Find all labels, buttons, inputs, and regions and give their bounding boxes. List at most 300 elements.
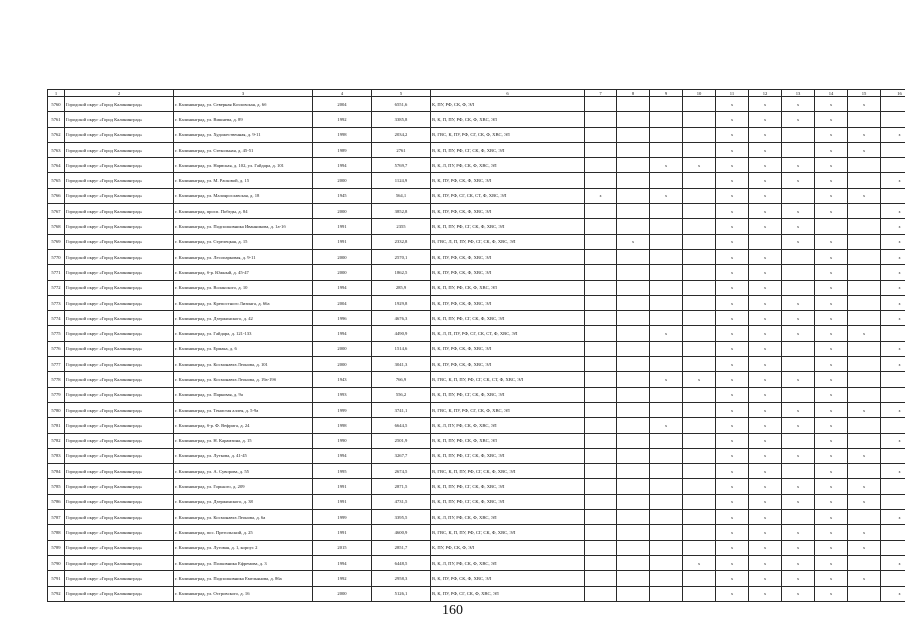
address-cell: г. Калининград, ул. Космонавта Леонова, д. 101 <box>174 357 313 372</box>
work-mark-cell: х <box>716 127 749 142</box>
work-mark-cell: х <box>716 204 749 219</box>
work-mark-cell <box>585 142 617 157</box>
work-mark-cell <box>881 372 905 387</box>
work-mark-cell: х <box>815 357 848 372</box>
work-mark-cell: х <box>815 448 848 463</box>
municipality-cell: Городской округ «Город Калининград» <box>65 173 174 188</box>
work-mark-cell <box>650 249 683 264</box>
row-number-cell: 5777 <box>48 357 65 372</box>
work-mark-cell: х <box>815 326 848 341</box>
table-row <box>48 433 905 448</box>
area-cell: 3041,3 <box>372 357 431 372</box>
work-mark-cell <box>881 540 905 555</box>
work-mark-cell: х <box>650 418 683 433</box>
work-mark-cell <box>848 311 881 326</box>
work-mark-cell <box>848 586 881 601</box>
work-mark-cell: х <box>815 295 848 310</box>
work-mark-cell <box>848 204 881 219</box>
address-cell: г. Калининград, ул. Северная Козловская, д. 6б <box>174 97 313 112</box>
work-mark-cell <box>683 234 716 249</box>
works-list-cell: В, К, ПУ, РФ, СК, Ф, ХВС, ЭЛ <box>431 265 585 280</box>
column-number-cell: 1 <box>48 90 65 97</box>
area-cell: 2674,5 <box>372 464 431 479</box>
works-list-cell: В, К, ПУ, РФ, СК, Ф, ХВС, ЭЛ <box>431 341 585 356</box>
work-mark-cell <box>782 464 815 479</box>
address-cell: г. Калининград, ул. Гайдара, д. 121-133 <box>174 326 313 341</box>
year-cell: 2004 <box>313 97 372 112</box>
column-number-cell: 12 <box>749 90 782 97</box>
area-cell: 2761 <box>372 142 431 157</box>
work-mark-cell <box>585 234 617 249</box>
work-mark-cell: х <box>749 402 782 417</box>
work-mark-cell <box>585 510 617 525</box>
work-mark-cell: х <box>881 204 905 219</box>
municipality-cell: Городской округ «Город Калининград» <box>65 571 174 586</box>
work-mark-cell: х <box>749 387 782 402</box>
work-mark-cell: х <box>716 510 749 525</box>
row-number-cell: 5778 <box>48 372 65 387</box>
work-mark-cell: х <box>716 173 749 188</box>
work-mark-cell: х <box>815 142 848 157</box>
work-mark-cell <box>650 280 683 295</box>
work-mark-cell: х <box>848 402 881 417</box>
work-mark-cell <box>683 510 716 525</box>
work-mark-cell: х <box>749 494 782 509</box>
work-mark-cell <box>585 204 617 219</box>
year-cell: 1995 <box>313 464 372 479</box>
area-cell: 2332,8 <box>372 234 431 249</box>
table-row <box>48 265 905 280</box>
address-cell: г. Калининград, ул. Горького, д. 209 <box>174 479 313 494</box>
work-mark-cell: х <box>749 219 782 234</box>
work-mark-cell <box>650 219 683 234</box>
work-mark-cell: х <box>815 571 848 586</box>
work-mark-cell: х <box>848 525 881 540</box>
row-number-cell: 5788 <box>48 525 65 540</box>
work-mark-cell <box>782 249 815 264</box>
work-mark-cell <box>683 188 716 203</box>
year-cell: 1998 <box>313 127 372 142</box>
year-cell: 1998 <box>313 418 372 433</box>
work-mark-cell <box>683 464 716 479</box>
municipality-cell: Городской округ «Город Калининград» <box>65 387 174 402</box>
work-mark-cell <box>881 97 905 112</box>
work-mark-cell <box>782 280 815 295</box>
work-mark-cell <box>585 127 617 142</box>
work-mark-cell <box>683 142 716 157</box>
works-list-cell: В, К, П, ПУ, РФ, СГ, СК, Ф, ХВС, ЭЛ <box>431 311 585 326</box>
work-mark-cell: х <box>716 387 749 402</box>
work-mark-cell: х <box>749 464 782 479</box>
address-cell: г. Калининград, ул. Луговая, д. 1, корпус 2 <box>174 540 313 555</box>
work-mark-cell: х <box>716 219 749 234</box>
work-mark-cell: х <box>749 357 782 372</box>
work-mark-cell: х <box>782 311 815 326</box>
year-cell: 2000 <box>313 265 372 280</box>
address-cell: г. Калининград, пос. Прегольский, д. 25 <box>174 525 313 540</box>
work-mark-cell: х <box>749 295 782 310</box>
year-cell: 1994 <box>313 280 372 295</box>
work-mark-cell <box>617 112 650 127</box>
work-mark-cell: х <box>749 326 782 341</box>
row-number-cell: 5768 <box>48 219 65 234</box>
works-list-cell: В, К, Л, ПУ, РФ, СК, Ф, ХВС, ЭЛ <box>431 418 585 433</box>
work-mark-cell <box>650 173 683 188</box>
work-mark-cell <box>848 357 881 372</box>
work-mark-cell: х <box>716 372 749 387</box>
work-mark-cell <box>617 173 650 188</box>
work-mark-cell: х <box>716 464 749 479</box>
work-mark-cell: х <box>716 341 749 356</box>
work-mark-cell: х <box>815 433 848 448</box>
page-number: 160 <box>442 603 463 618</box>
area-cell: 1514,6 <box>372 341 431 356</box>
area-cell: 3395,5 <box>372 510 431 525</box>
address-cell: г. Калининград, б-р. Ф. Вефрига, д. 24 <box>174 418 313 433</box>
work-mark-cell <box>782 188 815 203</box>
year-cell: 1994 <box>313 448 372 463</box>
work-mark-cell <box>650 265 683 280</box>
work-mark-cell <box>782 387 815 402</box>
table-row <box>48 479 905 494</box>
work-mark-cell <box>683 357 716 372</box>
works-list-cell: В, К, Л, ПУ, РФ, СК, Ф, ХВС, ЭЛ <box>431 555 585 570</box>
work-mark-cell: х <box>585 188 617 203</box>
work-mark-cell <box>617 479 650 494</box>
work-mark-cell: х <box>848 97 881 112</box>
row-number-cell: 5791 <box>48 571 65 586</box>
work-mark-cell: х <box>749 540 782 555</box>
work-mark-cell: х <box>749 280 782 295</box>
address-cell: г. Калининград, ул. М. Расковой, д. 15 <box>174 173 313 188</box>
row-number-cell: 5770 <box>48 249 65 264</box>
row-number-cell: 5760 <box>48 97 65 112</box>
work-mark-cell: х <box>881 357 905 372</box>
municipality-cell: Городской округ «Город Калининград» <box>65 311 174 326</box>
work-mark-cell <box>683 219 716 234</box>
work-mark-cell <box>683 525 716 540</box>
work-mark-cell <box>585 555 617 570</box>
address-cell: г. Калининград, ул. Лесопарковая, д. 9-11 <box>174 249 313 264</box>
work-mark-cell <box>650 112 683 127</box>
area-cell: 766,9 <box>372 372 431 387</box>
row-number-cell: 5769 <box>48 234 65 249</box>
work-mark-cell: х <box>881 280 905 295</box>
work-mark-cell <box>650 204 683 219</box>
work-mark-cell <box>881 525 905 540</box>
row-number-cell: 5776 <box>48 341 65 356</box>
year-cell: 1990 <box>313 433 372 448</box>
work-mark-cell: х <box>782 97 815 112</box>
work-mark-cell <box>585 173 617 188</box>
row-number-cell: 5772 <box>48 280 65 295</box>
work-mark-cell <box>683 265 716 280</box>
work-mark-cell: х <box>716 357 749 372</box>
table-row <box>48 448 905 463</box>
work-mark-cell <box>617 464 650 479</box>
work-mark-cell <box>617 142 650 157</box>
work-mark-cell: х <box>881 265 905 280</box>
work-mark-cell <box>848 341 881 356</box>
address-cell: г. Калининград, ул. Крепостного Лизинга, д. 66а <box>174 295 313 310</box>
work-mark-cell: х <box>617 234 650 249</box>
year-cell: 1994 <box>313 158 372 173</box>
work-mark-cell <box>683 387 716 402</box>
work-mark-cell: х <box>782 234 815 249</box>
column-number-cell: 10 <box>683 90 716 97</box>
work-mark-cell: х <box>716 280 749 295</box>
area-cell: 285,9 <box>372 280 431 295</box>
work-mark-cell: х <box>749 555 782 570</box>
works-list-cell: К, ПУ, РФ, СК, Ф, ЭЛ <box>431 97 585 112</box>
work-mark-cell <box>881 448 905 463</box>
work-mark-cell <box>683 173 716 188</box>
work-mark-cell: х <box>716 234 749 249</box>
work-mark-cell: х <box>716 311 749 326</box>
work-mark-cell <box>683 295 716 310</box>
work-mark-cell <box>585 540 617 555</box>
table-row <box>48 311 905 326</box>
works-list-cell: В, К, П, ПУ, РФ, СК, Ф, ХВС, ЭЛ <box>431 433 585 448</box>
work-mark-cell <box>585 464 617 479</box>
work-mark-cell: х <box>848 494 881 509</box>
row-number-cell: 5786 <box>48 494 65 509</box>
work-mark-cell <box>683 112 716 127</box>
row-number-cell: 5773 <box>48 295 65 310</box>
work-mark-cell <box>617 448 650 463</box>
year-cell: 1993 <box>313 387 372 402</box>
work-mark-cell <box>881 112 905 127</box>
year-cell: 2000 <box>313 249 372 264</box>
work-mark-cell: х <box>815 280 848 295</box>
work-mark-cell <box>848 219 881 234</box>
work-mark-cell <box>782 127 815 142</box>
work-mark-cell <box>585 158 617 173</box>
area-cell: 3852,8 <box>372 204 431 219</box>
year-cell: 1992 <box>313 112 372 127</box>
area-cell: 5126,1 <box>372 586 431 601</box>
year-cell: 1994 <box>313 555 372 570</box>
row-number-cell: 5767 <box>48 204 65 219</box>
area-cell: 1862,5 <box>372 265 431 280</box>
work-mark-cell <box>881 158 905 173</box>
works-list-cell: В, К, ПУ, РФ, СК, Ф, ХВС, ЭЛ <box>431 571 585 586</box>
work-mark-cell <box>650 586 683 601</box>
work-mark-cell: х <box>881 295 905 310</box>
year-cell: 1996 <box>313 311 372 326</box>
year-cell: 1992 <box>313 571 372 586</box>
work-mark-cell: х <box>749 525 782 540</box>
municipality-cell: Городской округ «Город Калининград» <box>65 464 174 479</box>
work-mark-cell: х <box>815 158 848 173</box>
work-mark-cell <box>617 525 650 540</box>
work-mark-cell <box>585 280 617 295</box>
work-mark-cell: х <box>716 494 749 509</box>
work-mark-cell <box>650 295 683 310</box>
work-mark-cell: х <box>716 97 749 112</box>
address-cell: г. Калининград, ул. Космонавта Леонова, д. 19а-19б <box>174 372 313 387</box>
work-mark-cell: х <box>716 249 749 264</box>
area-cell: 4676,3 <box>372 311 431 326</box>
row-number-cell: 5787 <box>48 510 65 525</box>
work-mark-cell <box>617 311 650 326</box>
works-list-cell: В, К, ПУ, РФ, СК, Ф, ХВС, ЭЛ <box>431 295 585 310</box>
area-cell: 4600,9 <box>372 525 431 540</box>
works-list-cell: В, К, ПУ, РФ, СК, Ф, ХВС, ЭЛ <box>431 204 585 219</box>
work-mark-cell: х <box>881 510 905 525</box>
table-row <box>48 158 905 173</box>
row-number-cell: 5764 <box>48 158 65 173</box>
municipality-cell: Городской округ «Город Калининград» <box>65 357 174 372</box>
municipality-cell: Городской округ «Город Калининград» <box>65 326 174 341</box>
work-mark-cell <box>782 433 815 448</box>
work-mark-cell: х <box>782 326 815 341</box>
work-mark-cell <box>617 418 650 433</box>
work-mark-cell <box>585 372 617 387</box>
row-number-cell: 5765 <box>48 173 65 188</box>
works-list-cell: К, ПУ, РФ, СК, Ф, ЭЛ <box>431 540 585 555</box>
address-cell: г. Калининград, б-р. Южный, д. 45-47 <box>174 265 313 280</box>
works-list-cell: В, К, П, ПУ, РФ, СГ, СК, Ф, ХВС, ЭЛ <box>431 142 585 157</box>
work-mark-cell <box>650 494 683 509</box>
work-mark-cell <box>585 525 617 540</box>
work-mark-cell: х <box>749 479 782 494</box>
work-mark-cell <box>782 357 815 372</box>
work-mark-cell <box>585 479 617 494</box>
work-mark-cell <box>782 341 815 356</box>
row-number-cell: 5775 <box>48 326 65 341</box>
column-number-cell: 14 <box>815 90 848 97</box>
work-mark-cell <box>881 387 905 402</box>
work-mark-cell <box>585 387 617 402</box>
area-cell: 6644,5 <box>372 418 431 433</box>
row-number-cell: 5789 <box>48 540 65 555</box>
work-mark-cell <box>585 295 617 310</box>
works-list-cell: В, ГВС, Л, П, ПУ, РФ, СГ, СК, Ф, ХВС, ЭЛ <box>431 234 585 249</box>
area-cell: 5769,7 <box>372 158 431 173</box>
work-mark-cell <box>650 510 683 525</box>
municipality-cell: Городской округ «Город Калининград» <box>65 188 174 203</box>
row-number-cell: 5782 <box>48 433 65 448</box>
year-cell: 1999 <box>313 402 372 417</box>
work-mark-cell <box>881 188 905 203</box>
column-number-cell: 4 <box>313 90 372 97</box>
row-number-cell: 5784 <box>48 464 65 479</box>
work-mark-cell: х <box>650 372 683 387</box>
work-mark-cell <box>585 418 617 433</box>
address-cell: г. Калининград, ул. Малоярославская, д. 18 <box>174 188 313 203</box>
work-mark-cell <box>650 525 683 540</box>
works-list-cell: В, К, Л, ПУ, РФ, СК, Ф, ХВС, ЭЛ <box>431 158 585 173</box>
work-mark-cell: х <box>782 571 815 586</box>
work-mark-cell: х <box>716 540 749 555</box>
area-cell: 6448,5 <box>372 555 431 570</box>
work-mark-cell: х <box>749 142 782 157</box>
municipality-cell: Городской округ «Город Калининград» <box>65 112 174 127</box>
work-mark-cell <box>617 494 650 509</box>
work-mark-cell: х <box>716 188 749 203</box>
work-mark-cell <box>585 341 617 356</box>
table-row <box>48 525 905 540</box>
municipality-cell: Городской округ «Город Калининград» <box>65 249 174 264</box>
work-mark-cell <box>650 402 683 417</box>
works-list-cell: В, К, П, ПУ, РФ, СК, Ф, ХВС, ЭЛ <box>431 280 585 295</box>
year-cell: 2000 <box>313 204 372 219</box>
work-mark-cell <box>650 555 683 570</box>
area-cell: 2355 <box>372 219 431 234</box>
work-mark-cell: х <box>815 234 848 249</box>
row-number-cell: 5762 <box>48 127 65 142</box>
municipality-cell: Городской округ «Город Калининград» <box>65 494 174 509</box>
row-number-cell: 5766 <box>48 188 65 203</box>
work-mark-cell: х <box>650 158 683 173</box>
area-cell: 556,2 <box>372 387 431 402</box>
work-mark-cell <box>683 448 716 463</box>
work-mark-cell <box>683 204 716 219</box>
work-mark-cell <box>848 418 881 433</box>
area-cell: 6551,6 <box>372 97 431 112</box>
work-mark-cell: х <box>716 112 749 127</box>
work-mark-cell: х <box>716 295 749 310</box>
work-mark-cell <box>848 280 881 295</box>
work-mark-cell <box>650 97 683 112</box>
year-cell: 1989 <box>313 142 372 157</box>
work-mark-cell: х <box>815 494 848 509</box>
row-number-cell: 5790 <box>48 555 65 570</box>
work-mark-cell: х <box>782 448 815 463</box>
work-mark-cell: х <box>782 372 815 387</box>
municipality-cell: Городской округ «Город Калининград» <box>65 142 174 157</box>
column-number-cell: 7 <box>585 90 617 97</box>
work-mark-cell <box>683 311 716 326</box>
work-mark-cell <box>617 357 650 372</box>
work-mark-cell: х <box>782 525 815 540</box>
column-number-cell: 9 <box>650 90 683 97</box>
column-number-cell: 6 <box>431 90 585 97</box>
works-list-cell: В, К, Л, ПУ, РФ, СК, Ф, ХВС, ЭЛ <box>431 510 585 525</box>
work-mark-cell: х <box>683 555 716 570</box>
work-mark-cell: х <box>716 265 749 280</box>
address-cell: г. Калининград, ул. Н. Карамзина, д. 15 <box>174 433 313 448</box>
work-mark-cell <box>683 127 716 142</box>
work-mark-cell: х <box>749 265 782 280</box>
year-cell: 1991 <box>313 219 372 234</box>
municipality-cell: Городской округ «Город Калининград» <box>65 219 174 234</box>
work-mark-cell: х <box>782 402 815 417</box>
address-cell: г. Калининград, ул. А. Суворова, д. 55 <box>174 464 313 479</box>
work-mark-cell <box>881 571 905 586</box>
work-mark-cell: х <box>815 311 848 326</box>
table-row <box>48 510 905 525</box>
work-mark-cell <box>848 464 881 479</box>
work-mark-cell: х <box>716 402 749 417</box>
work-mark-cell <box>617 402 650 417</box>
work-mark-cell: х <box>848 188 881 203</box>
work-mark-cell <box>650 479 683 494</box>
works-list-cell: В, ГВС, К, П, ПУ, РФ, СГ, СК, Ф, ХВС, ЭЛ <box>431 525 585 540</box>
work-mark-cell: х <box>815 387 848 402</box>
work-mark-cell <box>585 571 617 586</box>
work-mark-cell <box>782 510 815 525</box>
work-mark-cell: х <box>848 571 881 586</box>
work-mark-cell <box>617 387 650 402</box>
work-mark-cell <box>585 357 617 372</box>
work-mark-cell: х <box>782 494 815 509</box>
work-mark-cell <box>617 433 650 448</box>
work-mark-cell: х <box>881 127 905 142</box>
work-mark-cell: х <box>881 234 905 249</box>
column-number-cell: 3 <box>174 90 313 97</box>
